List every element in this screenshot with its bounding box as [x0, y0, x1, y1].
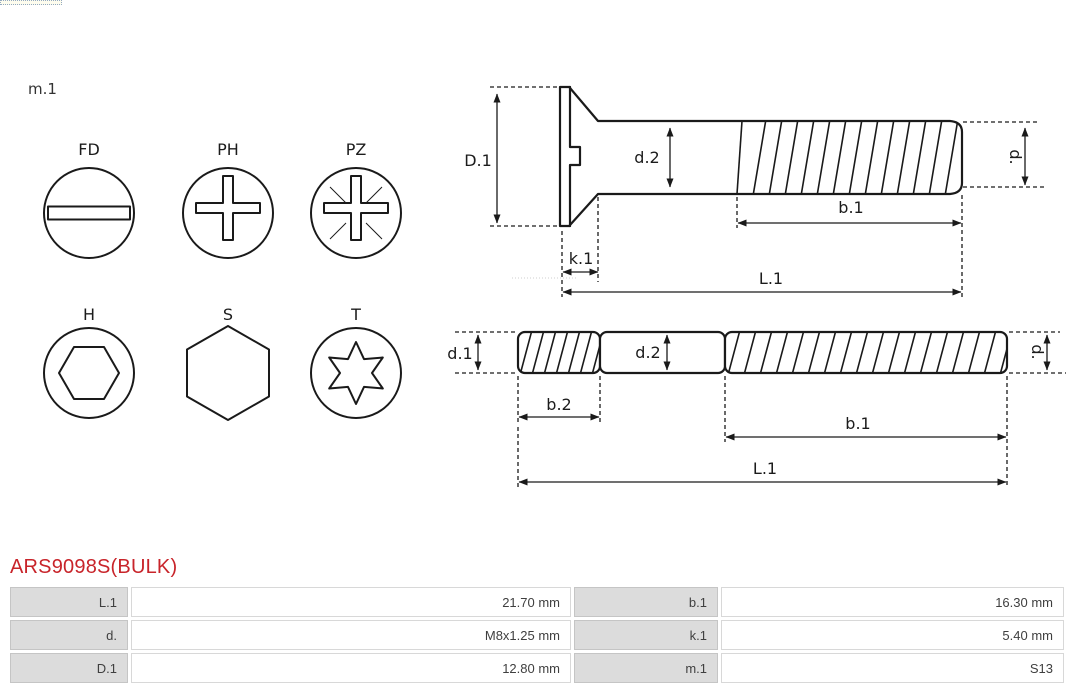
- spec-label-cell: b.1: [574, 587, 718, 617]
- dim-d-label: d.: [1006, 149, 1025, 165]
- dim-k1-label: k.1: [568, 249, 594, 268]
- hex-head-icon: [187, 326, 269, 420]
- stud-drawing: [440, 325, 1080, 495]
- spec-value-cell: 5.40 mm: [721, 620, 1064, 650]
- spec-value-cell: 21.70 mm: [131, 587, 571, 617]
- spec-label-cell: d.: [10, 620, 128, 650]
- dim-d1-label: d.1: [447, 344, 473, 363]
- spec-value-cell: 16.30 mm: [721, 587, 1064, 617]
- dim-b1-label: b.1: [845, 414, 871, 433]
- dim-d-label: d.: [1028, 344, 1047, 360]
- part-number-title: ARS9098S(BULK): [10, 556, 178, 578]
- dim-d2-label: d.2: [635, 343, 661, 362]
- dim-b1-label: b.1: [838, 198, 864, 217]
- t-label: T: [351, 305, 361, 324]
- thread-hatching: [753, 119, 958, 196]
- spec-value-cell: 12.80 mm: [131, 653, 571, 683]
- ph-label: PH: [217, 140, 239, 159]
- spec-value-cell: S13: [721, 653, 1064, 683]
- s-label: S: [222, 305, 234, 324]
- spec-label-cell: k.1: [574, 620, 718, 650]
- stud-outline: [518, 330, 1012, 375]
- spec-label-cell: D.1: [10, 653, 128, 683]
- hex-socket-head-icon: [44, 328, 134, 418]
- m1-label: m.1: [28, 80, 57, 98]
- dim-D1-label: D.1: [464, 151, 492, 170]
- corner-artifact: [0, 0, 62, 5]
- head-type-icons: [35, 135, 425, 430]
- dim-d2-label: d.2: [634, 148, 660, 167]
- spec-table: [10, 587, 1064, 683]
- torx-head-icon: [311, 328, 401, 418]
- slotted-head-icon: [44, 168, 134, 258]
- pozidriv-head-icon: [311, 168, 401, 258]
- screw-outline: [560, 87, 962, 226]
- spec-value-cell: M8x1.25 mm: [131, 620, 571, 650]
- dim-L1-label: L.1: [758, 269, 784, 288]
- dim-L1-label: L.1: [752, 459, 778, 478]
- fd-label: FD: [78, 140, 100, 159]
- dim-b2-label: b.2: [546, 395, 572, 414]
- phillips-head-icon: [183, 168, 273, 258]
- countersunk-screw-drawing: [440, 75, 1080, 310]
- h-label: H: [82, 305, 96, 324]
- spec-label-cell: m.1: [574, 653, 718, 683]
- spec-label-cell: L.1: [10, 587, 128, 617]
- pz-label: PZ: [345, 140, 367, 159]
